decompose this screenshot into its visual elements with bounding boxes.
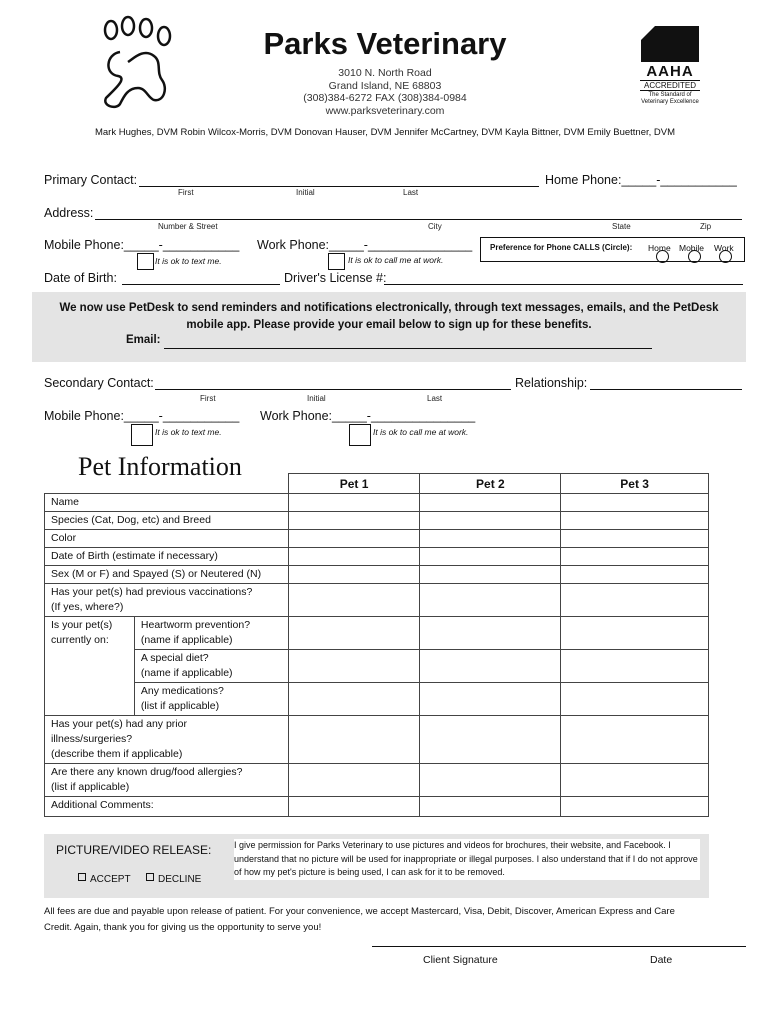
aaha-name: AAHA [646,63,694,80]
pet1-comments-cell[interactable] [288,797,420,817]
pref-work-option[interactable]: Work [714,243,734,253]
relationship-field[interactable] [590,389,742,390]
decline-option[interactable]: DECLINE [146,873,201,885]
relationship-label: Relationship: [515,376,588,390]
pet3-dob-cell[interactable] [561,548,709,566]
address-line1: 3010 N. North Road [338,67,432,79]
paw-print-icon [98,14,188,114]
primary-contact-label: Primary Contact: [44,173,138,187]
doctor-list: Mark Hughes, DVM Robin Wilcox-Morris, DVM Donovan Hauser, DVM Jennifer McCartney, DVM Kayla Bittner, DVM Emily Buettner, DVM [94,127,676,138]
home-phone-label: Home Phone:_____-___________ [545,173,737,187]
table-row [45,512,709,530]
table-row [45,584,709,617]
pet3-species-cell[interactable] [561,512,709,530]
pet1-dob-cell[interactable] [288,548,420,566]
pet1-heartworm-cell[interactable] [288,617,420,650]
clinic-name: Parks Veterinary [263,26,507,61]
secondary-work-label: Work Phone:_____-_______________ [260,409,476,423]
fees-line2: Credit. Again, thank you for giving us the opportunity to serve you! [44,922,322,933]
pet1-color-cell[interactable] [288,530,420,548]
pet2-allergy-cell[interactable] [420,764,561,797]
petdesk-line2: mobile app. Please provide your email below to sign up for these benefits. [186,319,592,331]
mobile-phone-label: Mobile Phone:_____-___________ [44,238,240,252]
aaha-accredited: ACCREDITED [640,80,700,91]
secondary-initial-caption: Initial [307,394,326,403]
aaha-tagline1: The Standard of [648,92,692,98]
comments-row-label: Additional Comments: [45,797,289,817]
paw-logo [98,14,188,114]
secondary-contact-field[interactable] [155,389,511,390]
pref-home-option[interactable]: Home [648,243,671,253]
work-phone-label: Work Phone:_____-_______________ [257,238,473,252]
initial-caption: Initial [296,188,315,197]
pet3-vacc-cell[interactable] [561,584,709,617]
pet2-header: Pet 2 [420,474,561,494]
home-phone-field[interactable]: _____-___________ [621,173,737,187]
petdesk-box [32,292,746,362]
phone-preference-label: Preference for Phone CALLS (Circle): [490,243,633,252]
pet2-illness-cell[interactable] [420,716,561,764]
dob-field[interactable] [122,284,280,285]
allergies-row-label: Are there any known drug/food allergies? (list if applicable) [45,764,289,797]
table-row [45,650,709,683]
secondary-text-ok-label: It is ok to text me. [155,427,222,437]
release-box [44,834,709,898]
primary-contact-field[interactable] [139,186,539,187]
aaha-logo [638,26,702,116]
release-title: PICTURE/VIDEO RELEASE: [56,843,212,857]
clinic-phones: (308)384-6272 FAX (308)384-0984 [303,92,467,104]
signature-line[interactable] [372,946,746,947]
last-caption: Last [403,188,419,197]
dob-row-label: Date of Birth (estimate if necessary) [45,548,289,566]
table-row [45,566,709,584]
date-label: Date [650,954,673,966]
pet2-species-cell[interactable] [420,512,561,530]
pet2-dob-cell[interactable] [420,548,561,566]
pref-work-circle[interactable] [719,250,732,263]
pet1-header: Pet 1 [288,474,420,494]
sex-row-label: Sex (M or F) and Spayed (S) or Neutered (N) [45,566,289,584]
secondary-work-field[interactable]: _____-_______________ [332,409,476,423]
secondary-mobile-field[interactable]: _____-___________ [123,409,240,423]
table-row [45,764,709,797]
table-row [45,797,709,817]
pet2-meds-cell[interactable] [420,683,561,716]
pet3-header: Pet 3 [561,474,709,494]
accept-option[interactable]: ACCEPT [78,873,131,885]
pet2-name-cell[interactable] [420,494,561,512]
table-row [45,494,709,512]
diet-row-label: A special diet? (name if applicable) [134,650,288,683]
text-ok-label: It is ok to text me. [155,256,222,266]
name-row-label: Name [45,494,289,512]
table-row [45,617,709,650]
work-phone-field[interactable]: _____-_______________ [329,238,473,252]
pet-info-title: Pet Information [78,452,242,481]
secondary-text-ok-checkbox[interactable] [131,424,153,446]
table-row [45,530,709,548]
mobile-phone-field[interactable]: _____-___________ [123,238,240,252]
state-caption: State [612,222,631,231]
pref-mobile-circle[interactable] [688,250,701,263]
secondary-call-ok-label: It is ok to call me at work. [373,427,469,437]
client-signature-label: Client Signature [423,954,498,966]
secondary-contact-label: Secondary Contact: [44,376,154,390]
secondary-last-caption: Last [427,394,443,403]
first-caption: First [178,188,194,197]
text-ok-checkbox[interactable] [137,253,154,270]
pet3-illness-cell[interactable] [561,716,709,764]
petdesk-line1: We now use PetDesk to send reminders and notifications electronically, through text messages, emails, and the PetDesk [59,302,719,314]
email-field[interactable] [164,348,652,349]
pet-info-table [44,473,709,817]
address-field[interactable] [95,219,742,220]
phone-preference-box [480,237,745,262]
pet1-vacc-cell[interactable] [288,584,420,617]
pet3-color-cell[interactable] [561,530,709,548]
call-ok-checkbox[interactable] [328,253,345,270]
pet1-sex-cell[interactable] [288,566,420,584]
number-street-caption: Number & Street [158,222,218,231]
license-field[interactable] [384,284,743,285]
pet1-illness-cell[interactable] [288,716,420,764]
secondary-call-ok-checkbox[interactable] [349,424,371,446]
currently-on-label: Is your pet(s) currently on: [45,617,135,716]
pet1-species-cell[interactable] [288,512,420,530]
species-row-label: Species (Cat, Dog, etc) and Breed [45,512,289,530]
pref-mobile-option[interactable]: Mobile [679,243,705,253]
pet2-comments-cell[interactable] [420,797,561,817]
pet3-diet-cell[interactable] [561,650,709,683]
medications-row-label: Any medications? (list if applicable) [134,683,288,716]
pet1-meds-cell[interactable] [288,683,420,716]
pet2-diet-cell[interactable] [420,650,561,683]
release-text: I give permission for Parks Veterinary to use pictures and videos for brochures, their website, and Facebook. I understand that no picture will be used for inappropriate or illegal purposes. I also understand that if I do not approve of how my pet's picture is being used, I can ask for it to be removed. [234,839,700,880]
vaccinations-row-label: Has your pet(s) had previous vaccinations? (If yes, where?) [45,584,289,617]
pet1-name-cell[interactable] [288,494,420,512]
clinic-website[interactable]: www.parksveterinary.com [325,104,445,117]
heartworm-row-label: Heartworm prevention? (name if applicable) [134,617,288,650]
accept-checkbox-icon[interactable] [78,873,86,881]
table-row [45,548,709,566]
zip-caption: Zip [700,222,712,231]
city-caption: City [428,222,442,231]
pet1-allergy-cell[interactable] [288,764,420,797]
pet2-heartworm-cell[interactable] [420,617,561,650]
illness-row-label: Has your pet(s) had any prior illness/surgeries? (describe them if applicable) [45,716,289,764]
pref-home-circle[interactable] [656,250,669,263]
license-label: Driver's License #: [284,271,387,285]
fees-line1: All fees are due and payable upon release of patient. For your convenience, we accept Mastercard, Visa, Debit, Discover, American Express and Care [44,906,675,917]
address-line2: Grand Island, NE 68803 [328,79,442,92]
pet2-sex-cell[interactable] [420,566,561,584]
pet3-heartworm-cell[interactable] [561,617,709,650]
pet3-sex-cell[interactable] [561,566,709,584]
aaha-tagline2: Veterinary Excellence [641,99,699,105]
pet2-color-cell[interactable] [420,530,561,548]
decline-checkbox-icon[interactable] [146,873,154,881]
table-row [45,683,709,716]
pet3-comments-cell[interactable] [561,797,709,817]
color-row-label: Color [45,530,289,548]
email-label: Email: [126,334,161,346]
secondary-mobile-label: Mobile Phone:_____-___________ [44,409,240,423]
call-ok-label: It is ok to call me at work. [348,255,444,265]
address-label: Address: [44,206,94,220]
dob-label: Date of Birth: [44,271,117,285]
pet3-name-cell[interactable] [561,494,709,512]
table-row [45,716,709,764]
pet3-meds-cell[interactable] [561,683,709,716]
pet3-allergy-cell[interactable] [561,764,709,797]
pet2-vacc-cell[interactable] [420,584,561,617]
pet1-diet-cell[interactable] [288,650,420,683]
secondary-first-caption: First [200,394,216,403]
